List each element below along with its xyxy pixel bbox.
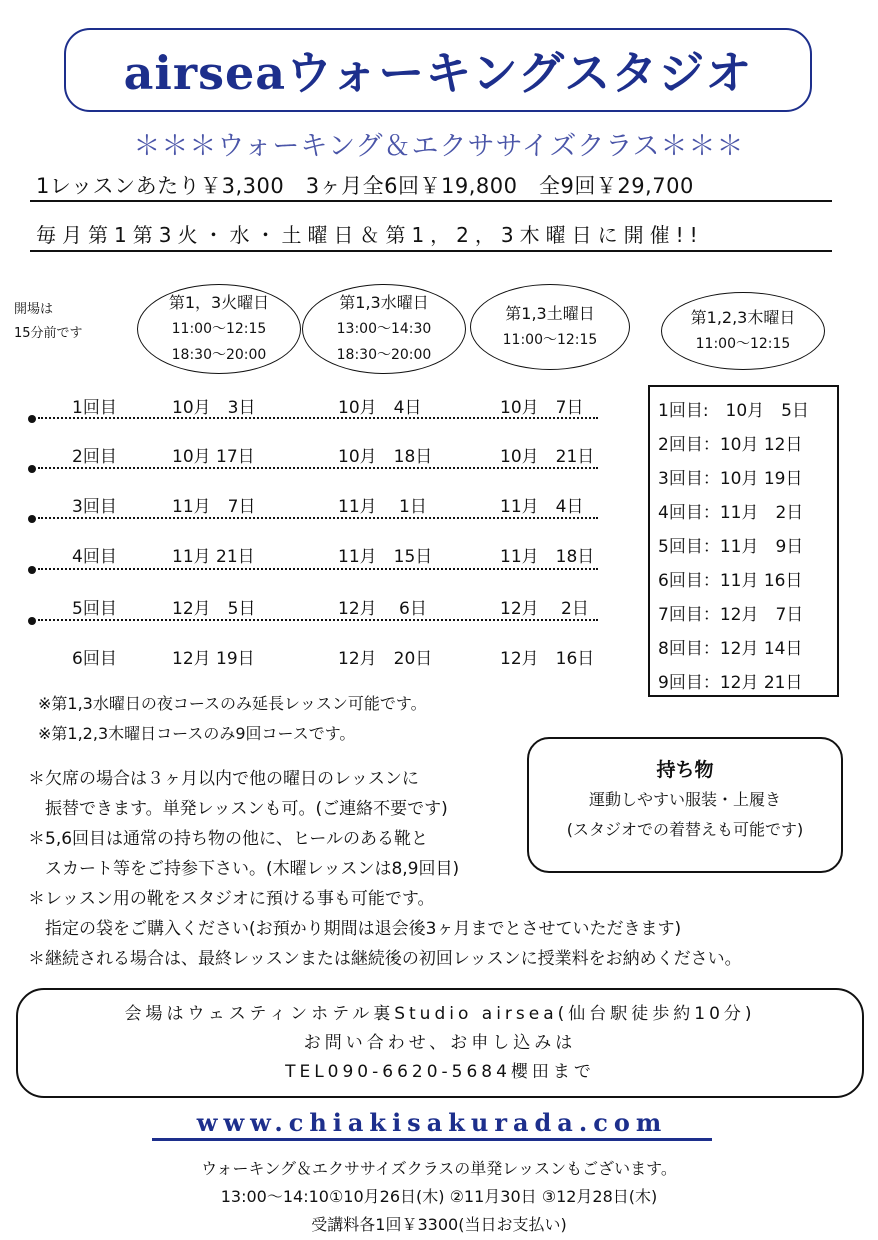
belongings-line: (スタジオでの着替えも可能です) xyxy=(566,820,804,839)
session-date-tuesday: 12月 5日 xyxy=(172,599,256,619)
thursday-session: 7回目：12月 7日 xyxy=(658,605,804,625)
open-note-line: 15分前です xyxy=(14,326,83,341)
website-underline xyxy=(152,1138,712,1141)
session-date-tuesday: 11月 7日 xyxy=(172,497,256,517)
course-name: 第1,3水曜日 xyxy=(339,293,429,312)
open-note-line: 開場は xyxy=(14,302,54,317)
schedule-line: 毎月第1第3火・水・土曜日＆第1，2，3木曜日に開催!! xyxy=(36,223,704,247)
footer-line: 13:00〜14:10①10月26日(木) ②11月30日 ③12月28日(木) xyxy=(220,1187,658,1206)
thursday-session: 9回目：12月 21日 xyxy=(658,673,803,693)
row-divider xyxy=(38,467,598,469)
thursday-session: 6回目：11月 16日 xyxy=(658,571,803,591)
course-name: 第1,3土曜日 xyxy=(505,304,595,323)
row-bullet xyxy=(28,566,36,574)
row-divider xyxy=(38,619,598,621)
course-oval-wednesday xyxy=(302,284,466,374)
nine-session-note: ※第1,2,3木曜日コースのみ9回コースです。 xyxy=(38,724,356,743)
divider xyxy=(30,200,832,202)
session-date-wednesday: 12月 20日 xyxy=(338,649,433,669)
policy-note-line: ＊継続される場合は、最終レッスンまたは継続後の初回レッスンに授業料をお納めください。 xyxy=(28,949,742,969)
policy-note-line: スカート等をご持参下さい。(木曜レッスンは8,9回目) xyxy=(28,859,460,879)
session-date-tuesday: 11月 21日 xyxy=(172,547,255,567)
session-date-tuesday: 10月 3日 xyxy=(172,398,256,418)
contact-box xyxy=(16,988,864,1098)
course-time: 11:00〜12:15 xyxy=(502,332,598,348)
website-link[interactable]: www.chiakisakurada.com xyxy=(196,1108,668,1137)
row-bullet xyxy=(28,617,36,625)
session-date-wednesday: 10月 4日 xyxy=(338,398,422,418)
session-date-tuesday: 12月 19日 xyxy=(172,649,255,669)
course-name: 第1,2,3木曜日 xyxy=(690,308,796,327)
row-divider xyxy=(38,568,598,570)
inquiry-line: お問い合わせ、お申し込みは xyxy=(303,1033,577,1053)
row-divider xyxy=(38,517,598,519)
course-oval-saturday xyxy=(470,284,630,370)
thursday-session: 5回目：11月 9日 xyxy=(658,537,804,557)
venue-line: 会場はウェスティンホテル裏Studio airsea(仙台駅徒歩約10分) xyxy=(124,1004,756,1024)
title-box xyxy=(64,28,812,112)
belongings-line: 運動しやすい服装・上履き xyxy=(588,790,781,809)
page-title: airseaウォーキングスタジオ xyxy=(123,46,753,100)
policy-note-line: 指定の袋をご購入ください(お預かり期間は退会後3ヶ月までとさせていただきます) xyxy=(28,919,682,939)
policy-note-line: ＊欠席の場合は３ヶ月以内で他の曜日のレッスンに xyxy=(28,769,419,789)
course-time: 18:30〜20:00 xyxy=(336,347,432,363)
session-label: 2回目 xyxy=(72,447,117,467)
session-date-wednesday: 10月 18日 xyxy=(338,447,433,467)
course-oval-tuesday xyxy=(137,284,301,374)
row-bullet xyxy=(28,515,36,523)
divider xyxy=(30,250,832,252)
session-date-saturday: 12月 16日 xyxy=(500,649,595,669)
session-date-saturday: 11月 18日 xyxy=(500,547,595,567)
policy-note-line: 振替できます。単発レッスンも可。(ご連絡不要です) xyxy=(28,799,448,819)
session-date-wednesday: 11月 1日 xyxy=(338,497,427,517)
thursday-session: 4回目：11月 2日 xyxy=(658,503,804,523)
open-note xyxy=(14,298,83,346)
row-bullet xyxy=(28,465,36,473)
session-label: 4回目 xyxy=(72,547,117,567)
session-label: 5回目 xyxy=(72,599,117,619)
session-label: 6回目 xyxy=(72,649,117,669)
session-date-saturday: 11月 4日 xyxy=(500,497,584,517)
session-date-saturday: 10月 21日 xyxy=(500,447,595,467)
row-bullet xyxy=(28,415,36,423)
thursday-session: 2回目：10月 12日 xyxy=(658,435,803,455)
phone-line[interactable]: TEL090-6620-5684櫻田まで xyxy=(285,1062,595,1082)
row-divider xyxy=(38,417,598,419)
session-label: 3回目 xyxy=(72,497,117,517)
course-time: 18:30〜20:00 xyxy=(171,347,267,363)
course-time: 11:00〜12:15 xyxy=(171,321,267,337)
subtitle: ＊＊＊ウォーキング＆エクササイズクラス＊＊＊ xyxy=(133,131,745,162)
session-date-wednesday: 12月 6日 xyxy=(338,599,427,619)
thursday-schedule-box xyxy=(648,385,839,697)
session-date-saturday: 12月 2日 xyxy=(500,599,589,619)
session-date-tuesday: 10月 17日 xyxy=(172,447,255,467)
belongings-title: 持ち物 xyxy=(656,759,714,781)
thursday-session: 3回目：10月 19日 xyxy=(658,469,803,489)
footer-line: 受講料各1回￥3300(当日お支払い) xyxy=(311,1215,567,1234)
extension-note: ※第1,3水曜日の夜コースのみ延長レッスン可能です。 xyxy=(38,694,427,713)
thursday-session: 1回目: 10月 5日 xyxy=(658,401,809,421)
belongings-box xyxy=(527,737,843,873)
course-time: 13:00〜14:30 xyxy=(336,321,432,337)
session-label: 1回目 xyxy=(72,398,117,418)
policy-note-line: ＊5,6回目は通常の持ち物の他に、ヒールのある靴と xyxy=(28,829,429,849)
course-oval-thursday xyxy=(661,292,825,370)
session-date-saturday: 10月 7日 xyxy=(500,398,584,418)
session-date-wednesday: 11月 15日 xyxy=(338,547,433,567)
course-name: 第1，3火曜日 xyxy=(168,293,270,312)
price-line: 1レッスンあたり￥3,300 3ヶ月全6回￥19,800 全9回￥29,700 xyxy=(36,174,694,198)
thursday-session: 8回目：12月 14日 xyxy=(658,639,803,659)
course-time: 11:00〜12:15 xyxy=(695,336,791,352)
policy-note-line: ＊レッスン用の靴をスタジオに預ける事も可能です。 xyxy=(28,889,435,909)
footer-line: ウォーキング＆エクササイズクラスの単発レッスンもございます。 xyxy=(201,1159,677,1178)
